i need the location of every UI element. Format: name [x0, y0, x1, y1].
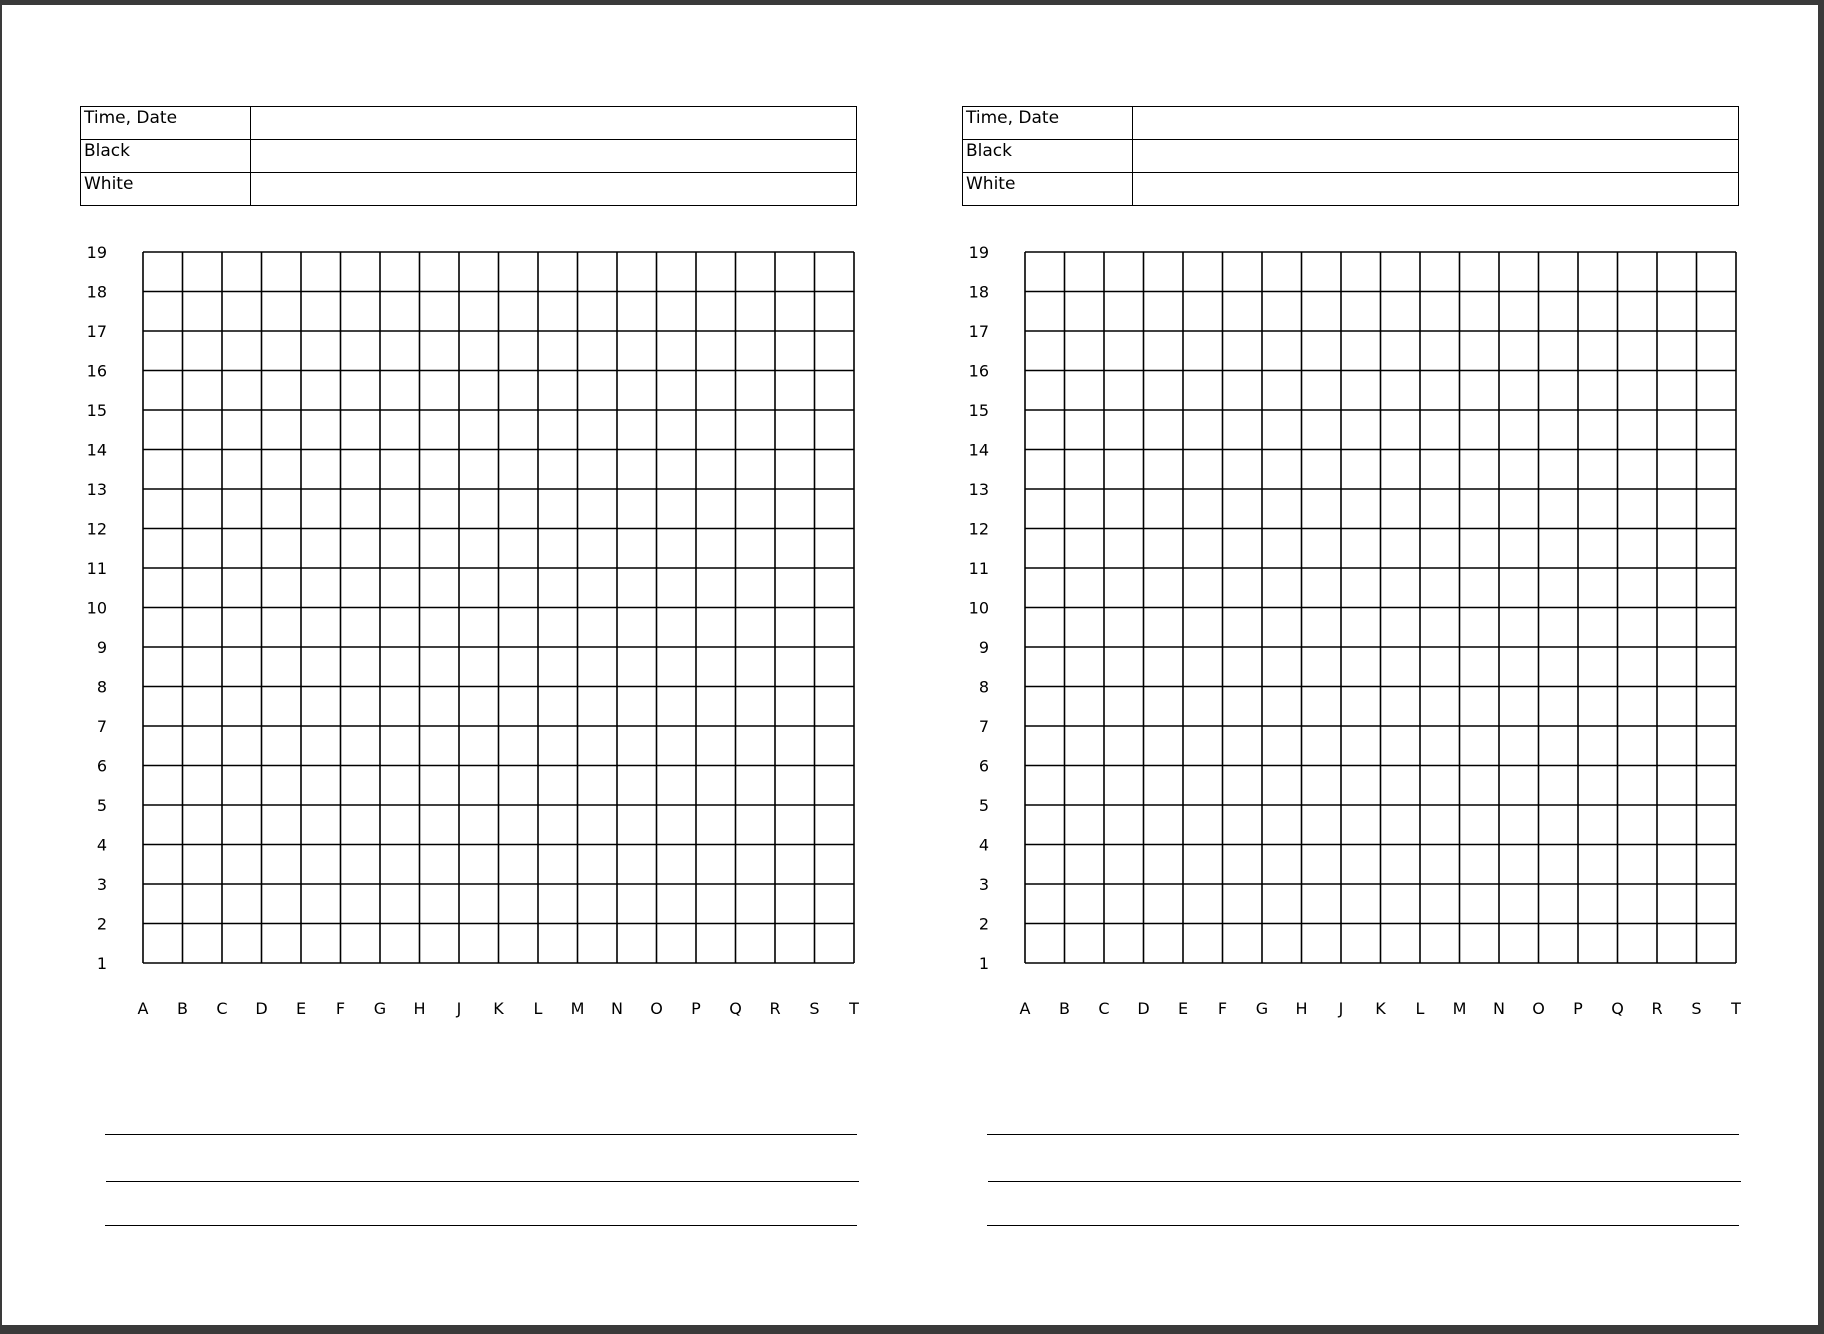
notes-line[interactable] — [987, 1225, 1739, 1226]
column-letter-label: D — [1137, 999, 1150, 1018]
row-number-label: 10 — [968, 598, 989, 618]
row-number-label: 17 — [968, 322, 989, 341]
row-number-label: 18 — [968, 282, 989, 302]
row-number-label: 16 — [968, 361, 989, 381]
row-number-label: 5 — [96, 796, 107, 815]
go-board-grid — [2, 5, 902, 1055]
notes-line[interactable] — [105, 1225, 857, 1226]
row-number-label: 9 — [96, 638, 107, 657]
row-number-label: 2 — [96, 914, 107, 934]
row-number-label: 4 — [978, 835, 989, 855]
column-letter-label: E — [1177, 999, 1189, 1018]
row-number-label: 8 — [96, 677, 107, 697]
row-number-label: 3 — [978, 875, 989, 894]
column-letter-label: D — [255, 999, 268, 1018]
white-player-label: White — [81, 173, 251, 206]
row-number-label: 10 — [86, 598, 107, 618]
column-letter-label: N — [611, 999, 623, 1018]
left-record-panel — [2, 5, 902, 1325]
row-number-label: 8 — [978, 677, 989, 697]
row-number-label: 11 — [968, 559, 989, 578]
right-record-panel — [884, 5, 1784, 1325]
row-number-label: 14 — [86, 440, 107, 460]
black-player-label: Black — [81, 140, 251, 173]
row-number-label: 12 — [86, 519, 107, 539]
row-number-label: 4 — [96, 835, 107, 855]
row-number-label: 13 — [86, 480, 107, 499]
column-letter-label: F — [1217, 999, 1228, 1018]
column-letter-label: F — [335, 999, 346, 1018]
row-number-label: 7 — [96, 717, 107, 736]
column-letter-label: Q — [1611, 999, 1624, 1018]
column-letter-label: K — [493, 999, 504, 1018]
column-letter-label: T — [1731, 999, 1741, 1018]
column-letter-label: P — [1573, 999, 1583, 1018]
white-player-label: White — [963, 173, 1133, 206]
column-letter-label: E — [295, 999, 307, 1018]
row-number-label: 6 — [978, 756, 989, 776]
column-letter-label: L — [1415, 999, 1425, 1018]
column-letter-label: J — [456, 999, 462, 1018]
row-number-label: 14 — [968, 440, 989, 460]
column-letter-label: B — [1059, 999, 1070, 1018]
row-number-label: 15 — [86, 401, 107, 420]
notes-line[interactable] — [106, 1181, 859, 1182]
column-letter-label: H — [1295, 999, 1308, 1018]
column-letter-label: O — [650, 999, 663, 1018]
row-number-label: 3 — [96, 875, 107, 894]
column-letter-label: Q — [729, 999, 742, 1018]
column-letter-label: C — [1098, 999, 1110, 1018]
row-number-label: 5 — [978, 796, 989, 815]
column-letter-label: M — [1452, 999, 1467, 1018]
go-board-grid — [884, 5, 1784, 1055]
time-date-label: Time, Date — [963, 107, 1133, 140]
row-number-label: 1 — [978, 954, 989, 973]
row-number-label: 1 — [96, 954, 107, 973]
column-letter-label: O — [1532, 999, 1545, 1018]
column-letter-label: N — [1493, 999, 1505, 1018]
column-letter-label: A — [137, 999, 149, 1018]
row-number-label: 9 — [978, 638, 989, 657]
column-letter-label: R — [1651, 999, 1663, 1018]
notes-line[interactable] — [105, 1134, 857, 1135]
row-number-label: 18 — [86, 282, 107, 302]
column-letter-label: M — [570, 999, 585, 1018]
column-letter-label: T — [849, 999, 859, 1018]
column-letter-label: G — [373, 999, 387, 1018]
notes-line[interactable] — [988, 1181, 1741, 1182]
column-letter-label: S — [809, 999, 820, 1018]
column-letter-label: H — [413, 999, 426, 1018]
row-number-label: 16 — [86, 361, 107, 381]
column-letter-label: L — [533, 999, 543, 1018]
column-letter-label: A — [1019, 999, 1031, 1018]
row-number-label: 11 — [86, 559, 107, 578]
row-number-label: 6 — [96, 756, 107, 776]
row-number-label: 17 — [86, 322, 107, 341]
notes-line[interactable] — [987, 1134, 1739, 1135]
column-letter-label: R — [769, 999, 781, 1018]
game-record-sheet — [2, 5, 1818, 1325]
column-letter-label: B — [177, 999, 188, 1018]
row-number-label: 7 — [978, 717, 989, 736]
row-number-label: 13 — [968, 480, 989, 499]
black-player-label: Black — [963, 140, 1133, 173]
column-letter-label: C — [216, 999, 228, 1018]
row-number-label: 12 — [968, 519, 989, 539]
column-letter-label: J — [1338, 999, 1344, 1018]
column-letter-label: S — [1691, 999, 1702, 1018]
column-letter-label: K — [1375, 999, 1386, 1018]
row-number-label: 19 — [86, 243, 107, 262]
row-number-label: 15 — [968, 401, 989, 420]
time-date-label: Time, Date — [81, 107, 251, 140]
column-letter-label: G — [1255, 999, 1269, 1018]
row-number-label: 2 — [978, 914, 989, 934]
row-number-label: 19 — [968, 243, 989, 262]
column-letter-label: P — [691, 999, 701, 1018]
